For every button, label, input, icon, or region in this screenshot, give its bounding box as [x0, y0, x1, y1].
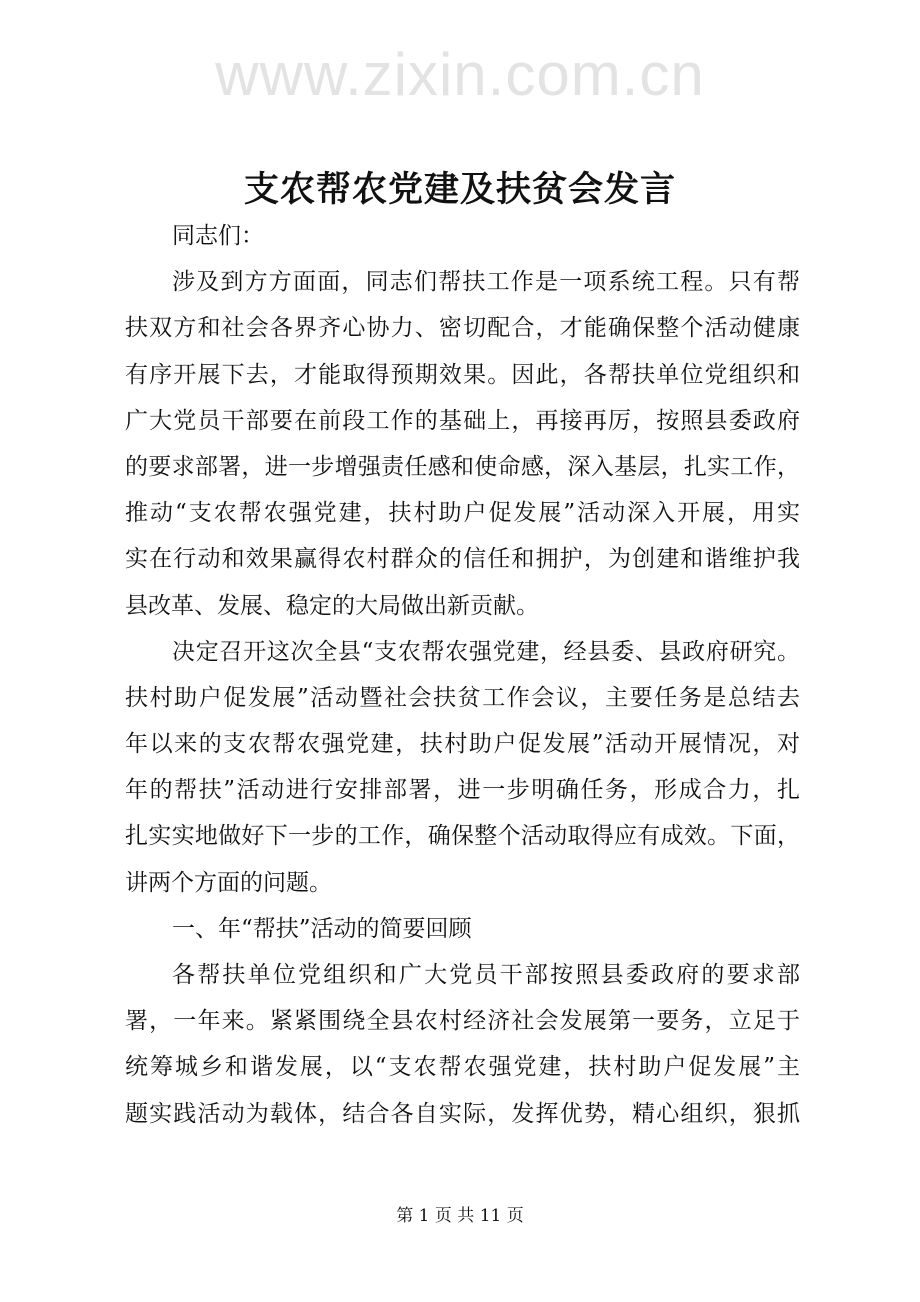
text-line: 一、年“帮扶”活动的简要回顾 — [172, 915, 472, 942]
text-line: 扶双方和社会各界齐心协力、密切配合，才能确保整个活动健康 — [125, 315, 800, 342]
text-line: 讲两个方面的问题。 — [125, 869, 332, 896]
text-line: 县改革、发展、稳定的大局做出新贡献。 — [125, 592, 539, 619]
document-title: 支农帮农党建及扶贫会发言 — [243, 169, 676, 210]
paragraph — [125, 213, 800, 259]
text-line: 扶村助户促发展”活动暨社会扶贫工作会议，主要任务是总结去 — [125, 684, 800, 711]
paragraph — [125, 906, 800, 952]
paragraph — [125, 259, 800, 629]
text-line: 扎实实地做好下一步的工作，确保整个活动取得应有成效。下面， — [125, 823, 800, 850]
text-line: 年以来的支农帮农强党建，扶村助户促发展”活动开展情况，对 — [125, 731, 800, 758]
text-line: 年的帮扶”活动进行安排部署，进一步明确任务，形成合力，扎 — [125, 777, 800, 804]
text-line: 决定召开这次全县“支农帮农强党建，经县委、县政府研究。 — [172, 638, 800, 665]
text-line: 同志们： — [172, 223, 264, 249]
document-body — [125, 213, 800, 1137]
text-line: 涉及到方方面面，同志们帮扶工作是一项系统工程。只有帮 — [172, 269, 800, 296]
text-line: 署，一年来。紧紧围绕全县农村经济社会发展第一要务，立足于 — [125, 1008, 800, 1035]
paragraph — [125, 952, 800, 1137]
text-line: 题实践活动为载体，结合各自实际，发挥优势，精心组织，狠抓 — [125, 1100, 800, 1127]
text-line: 统筹城乡和谐发展，以“支农帮农强党建，扶村助户促发展”主 — [125, 1054, 800, 1081]
text-line: 的要求部署，进一步增强责任感和使命感，深入基层，扎实工作， — [125, 453, 800, 480]
text-line: 各帮扶单位党组织和广大党员干部按照县委政府的要求部 — [172, 962, 800, 988]
text-line: 实在行动和效果赢得农村群众的信任和拥护，为创建和谐维护我 — [125, 546, 800, 573]
text-line: 广大党员干部要在前段工作的基础上，再接再厉，按照县委政府 — [125, 407, 800, 434]
text-line: 推动“支农帮农强党建，扶村助户促发展”活动深入开展，用实 — [125, 500, 800, 527]
page-footer: 第 1 页 共 11 页 — [396, 1206, 524, 1226]
text-line: 有序开展下去，才能取得预期效果。因此，各帮扶单位党组织和 — [125, 361, 800, 388]
watermark: www.zixin.com.cn — [215, 41, 705, 108]
paragraph — [125, 629, 800, 906]
